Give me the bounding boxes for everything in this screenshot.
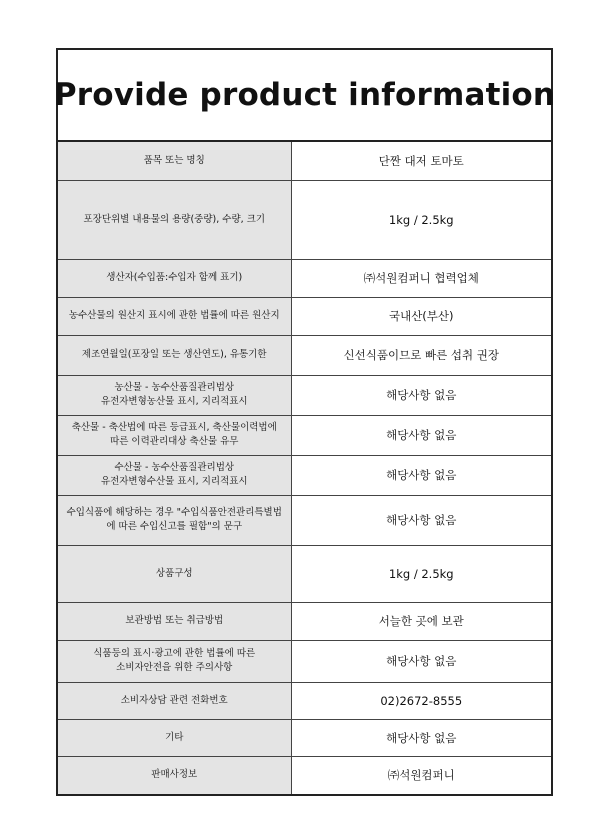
row-value: 02)2672-8555 — [291, 682, 551, 719]
table-row — [58, 455, 551, 495]
row-value: 해당사항 없음 — [291, 640, 551, 682]
product-info-table — [58, 142, 551, 794]
table-row — [58, 297, 551, 335]
row-label-line: 수산물 - 농수산품질관리법상 — [114, 462, 235, 473]
table-row — [58, 375, 551, 415]
row-value: ㈜석원컴퍼니 협력업체 — [291, 259, 551, 297]
row-value: 해당사항 없음 — [291, 455, 551, 495]
row-label-line: 판매사정보 — [151, 769, 198, 781]
page-title: Provide product information — [58, 50, 551, 142]
table-row — [58, 415, 551, 455]
row-label-line: 보관방법 또는 취급방법 — [125, 615, 224, 626]
row-label — [58, 640, 291, 682]
table-row — [58, 259, 551, 297]
row-value: 서늘한 곳에 보관 — [291, 602, 551, 640]
row-label — [58, 297, 291, 335]
row-label-line: 식품등의 표시·광고에 관한 법률에 따른 — [93, 648, 256, 659]
table-row — [58, 719, 551, 756]
row-label-line: 수입식품에 해당하는 경우 "수입식품안전관리특별법 — [66, 507, 282, 518]
row-label — [58, 495, 291, 545]
row-label — [58, 375, 291, 415]
row-label — [58, 142, 291, 180]
row-label-line: 상품구성 — [155, 567, 193, 579]
row-label — [58, 180, 291, 259]
row-label-line: 농산물 - 농수산품질관리법상 — [114, 382, 235, 393]
row-label — [58, 602, 291, 640]
row-label-line: 농수산물의 원산지 표시에 관한 법률에 따른 원산지 — [68, 310, 280, 321]
row-value: 국내산(부산) — [291, 297, 551, 335]
row-label-line: 품목 또는 명칭 — [143, 154, 205, 166]
row-value: 해당사항 없음 — [291, 415, 551, 455]
row-label — [58, 415, 291, 455]
row-value: 해당사항 없음 — [291, 719, 551, 756]
row-label — [58, 719, 291, 756]
table-row — [58, 682, 551, 719]
row-value: 1kg / 2.5kg — [291, 545, 551, 602]
row-value: ㈜석원컴퍼니 — [291, 756, 551, 794]
table-row — [58, 495, 551, 545]
row-label-line: 유전자변형수산물 표시, 지리적표시 — [100, 476, 248, 487]
row-label-line: 에 따른 수입신고를 필함"의 문구 — [106, 521, 243, 532]
row-label — [58, 335, 291, 375]
row-value: 1kg / 2.5kg — [291, 180, 551, 259]
row-label — [58, 455, 291, 495]
row-label-line: 제조연월일(포장일 또는 생산연도), 유통기한 — [81, 349, 267, 360]
table-row — [58, 602, 551, 640]
row-value: 신선식품이므로 빠른 섭취 권장 — [291, 335, 551, 375]
table-row — [58, 756, 551, 794]
product-info-sheet — [53, 48, 556, 796]
row-label-line: 소비자상담 관련 전화번호 — [120, 694, 228, 706]
table-row — [58, 640, 551, 682]
row-value: 단짠 대저 토마토 — [291, 142, 551, 180]
row-label — [58, 756, 291, 794]
table-row — [58, 335, 551, 375]
row-label-line: 축산물 - 축산법에 따른 등급표시, 축산물이력법에 — [71, 422, 277, 433]
row-label — [58, 682, 291, 719]
row-label-line: 기타 — [165, 731, 184, 743]
row-label — [58, 259, 291, 297]
row-value: 해당사항 없음 — [291, 495, 551, 545]
row-label-line: 소비자안전을 위한 주의사항 — [116, 662, 233, 673]
row-value: 해당사항 없음 — [291, 375, 551, 415]
row-label-line: 유전자변형농산물 표시, 지리적표시 — [100, 396, 248, 407]
row-label-line: 포장단위별 내용물의 용량(중량), 수량, 크기 — [83, 213, 266, 225]
row-label — [58, 545, 291, 602]
table-row — [58, 545, 551, 602]
table-row — [58, 142, 551, 180]
row-label-line: 생산자(수입품:수입자 함께 표기) — [106, 272, 243, 283]
row-label-line: 따른 이력관리대상 축산물 유무 — [110, 436, 239, 447]
table-row — [58, 180, 551, 259]
